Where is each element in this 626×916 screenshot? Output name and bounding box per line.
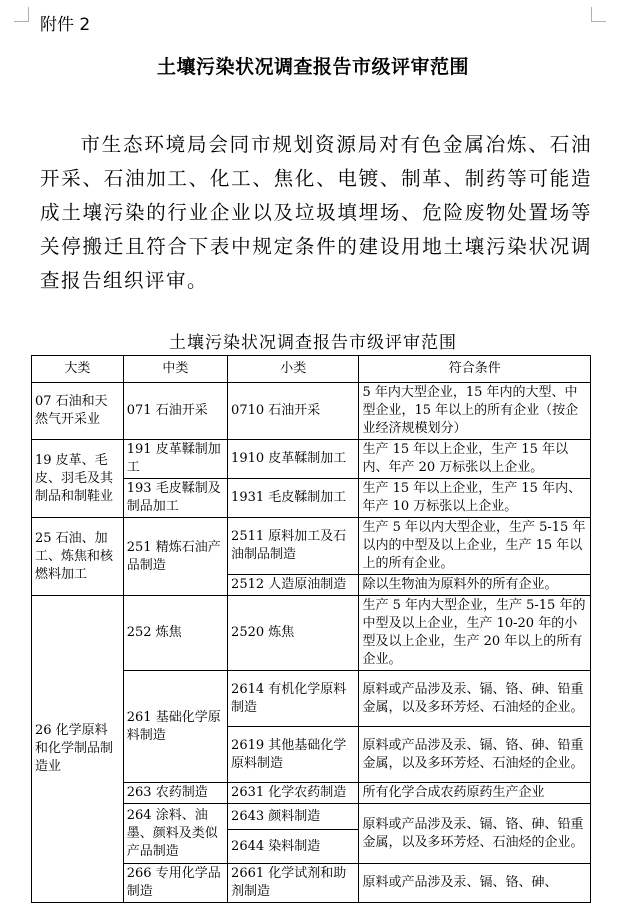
middle-category-cell: 261 基础化学原料制造: [123, 671, 227, 783]
major-category-cell: 25 石油、加工、炼焦和核燃料加工: [32, 518, 124, 596]
condition-cell: 生产 5 年内大型企业，生产 5-15 年的中型及以上企业，生产 10-20 年的小型及以上企业，生产 20 年以上的所有企业。: [359, 596, 591, 671]
minor-category-cell: 1910 皮革鞣制加工: [228, 440, 359, 479]
minor-category-cell: 2631 化学农药制造: [228, 783, 359, 804]
intro-paragraph: [40, 128, 592, 298]
minor-category-cell: 2643 颜料制造: [228, 804, 359, 830]
condition-cell: 5 年内大型企业，15 年内的大型、中型企业，15 年以上的所有企业（按企业经济规模划分）: [359, 383, 591, 440]
condition-cell: 原料或产品涉及汞、镉、铬、砷、铅重金属，以及多环芳烃、石油烃的企业。: [359, 727, 591, 783]
minor-category-cell: 2614 有机化学原料制造: [228, 671, 359, 727]
major-category-cell: 07 石油和天然气开采业: [32, 383, 124, 440]
condition-cell: 所有化学合成农药原药生产企业: [359, 783, 591, 804]
condition-cell: 原料或产品涉及汞、镉、铬、砷、铅重金属，以及多环芳烃、石油烃的企业。: [359, 671, 591, 727]
condition-cell: 原料或产品涉及汞、镉、铬、砷、铅重金属，以及多环芳烃、石油烃的企业。: [359, 804, 591, 864]
minor-category-cell: 2619 其他基础化学原料制造: [228, 727, 359, 783]
condition-cell: 原料或产品涉及汞、镉、铬、砷、: [359, 864, 591, 903]
page-corner-mark-right: [591, 7, 606, 22]
review-scope-table: [31, 355, 591, 903]
minor-category-cell: 2512 人造原油制造: [228, 575, 359, 596]
document-title: 土壤污染状况调查报告市级评审范围: [156, 56, 469, 78]
table-title: 土壤污染状况调查报告市级评审范围: [169, 333, 457, 353]
header-middle-category: 中类: [123, 356, 227, 383]
table-row: [32, 596, 591, 671]
middle-category-cell: 263 农药制造: [123, 783, 227, 804]
minor-category-cell: 2661 化学试剂和助剂制造: [228, 864, 359, 903]
header-minor-category: 小类: [228, 356, 359, 383]
table-row: [32, 518, 591, 575]
table-row: [32, 383, 591, 440]
table-row: [32, 440, 591, 479]
condition-cell: 生产 15 年以上企业，生产 15 年以内、年产 20 万标张以上企业。: [359, 440, 591, 479]
middle-category-cell: 251 精炼石油产品制造: [123, 518, 227, 596]
minor-category-cell: 0710 石油开采: [228, 383, 359, 440]
middle-category-cell: 071 石油开采: [123, 383, 227, 440]
condition-cell: 生产 5 年以内大型企业，生产 5-15 年以内的中型及以上企业，生产 15 年以上的所有企业。: [359, 518, 591, 575]
condition-cell: 生产 15 年以上企业，生产 15 年内、年产 10 万标张以上企业。: [359, 479, 591, 518]
minor-category-cell: 2511 原料加工及石油制品制造: [228, 518, 359, 575]
minor-category-cell: 1931 毛皮鞣制加工: [228, 479, 359, 518]
minor-category-cell: 2520 炼焦: [228, 596, 359, 671]
condition-cell: 除以生物油为原料外的所有企业。: [359, 575, 591, 596]
minor-category-cell: 2644 染料制造: [228, 830, 359, 864]
header-major-category: 大类: [32, 356, 124, 383]
header-conditions: 符合条件: [359, 356, 591, 383]
middle-category-cell: 191 皮革鞣制加工: [123, 440, 227, 479]
middle-category-cell: 264 涂料、油墨、颜料及类似产品制造: [123, 804, 227, 864]
page-corner-mark-left: [14, 7, 29, 22]
table-header-row: [32, 356, 591, 383]
major-category-cell: 19 皮革、毛皮、羽毛及其制品和制鞋业: [32, 440, 124, 518]
middle-category-cell: 266 专用化学品制造: [123, 864, 227, 903]
major-category-cell: 26 化学原料和化学制品制造业: [32, 596, 124, 903]
middle-category-cell: 252 炼焦: [123, 596, 227, 671]
middle-category-cell: 193 毛皮鞣制及制品加工: [123, 479, 227, 518]
attachment-label: 附件 2: [40, 15, 91, 35]
intro-paragraph-text: 市生态环境局会同市规划资源局对有色金属冶炼、石油开采、石油加工、化工、焦化、电镀、制革、制药等可能造成土壤污染的行业企业以及垃圾填埋场、危险废物处置场等关停搬迁且符合下表中规定条件的建设用地土壤污染状况调查报告组织评审。: [40, 133, 592, 292]
